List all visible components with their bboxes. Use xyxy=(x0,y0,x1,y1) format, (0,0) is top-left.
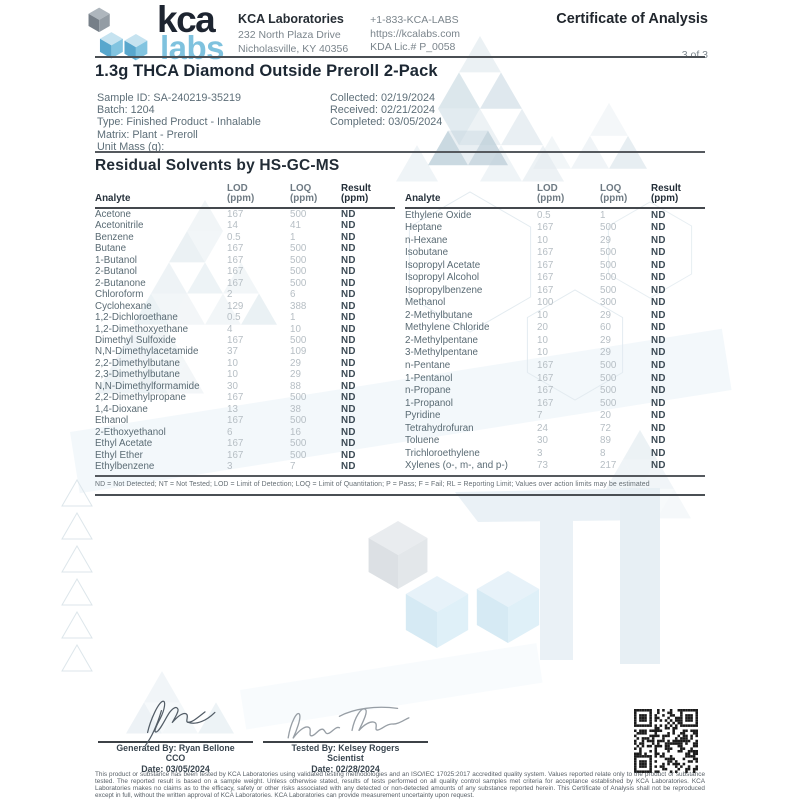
lod-cell: 10 xyxy=(227,369,238,381)
analyte-cell: Dimethyl Sulfoxide xyxy=(95,334,177,346)
table-row xyxy=(95,450,395,461)
result-cell: ND xyxy=(341,369,356,381)
loq-cell: 6 xyxy=(290,289,296,301)
analyte-cell: 2,2-Dimethylbutane xyxy=(95,357,180,369)
analyte-cell: Acetonitrile xyxy=(95,220,144,232)
table-row xyxy=(95,301,395,312)
tested-by-date: Date: 02/28/2024 xyxy=(311,763,380,774)
lod-cell: 10 xyxy=(537,234,548,246)
table-row xyxy=(405,259,705,272)
table-row xyxy=(405,359,705,372)
loq-cell: 500 xyxy=(600,222,617,234)
table-row xyxy=(405,435,705,448)
lod-cell: 20 xyxy=(537,322,548,334)
lod-cell: 167 xyxy=(537,397,554,409)
table-header xyxy=(405,184,705,208)
column-header-analyte: Analyte xyxy=(95,184,227,208)
result-cell: ND xyxy=(651,309,666,321)
result-cell: ND xyxy=(651,209,666,221)
result-cell: ND xyxy=(341,266,356,278)
table-row xyxy=(405,410,705,423)
result-cell: ND xyxy=(341,289,356,301)
result-cell: ND xyxy=(341,415,356,427)
result-cell: ND xyxy=(651,410,666,422)
section-title: Residual Solvents by HS-GC-MS xyxy=(95,157,340,174)
analyte-cell: 3-Methylpentane xyxy=(405,347,478,359)
lod-cell: 167 xyxy=(227,266,244,278)
analyte-cell: Isobutane xyxy=(405,247,449,259)
analyte-cell: 2-Butanone xyxy=(95,277,146,289)
loq-cell: 388 xyxy=(290,300,307,312)
lod-cell: 0.5 xyxy=(537,209,551,221)
result-cell: ND xyxy=(341,254,356,266)
lab-address-line1: 232 North Plaza Drive xyxy=(238,29,341,41)
result-cell: ND xyxy=(341,323,356,335)
analyte-cell: Xylenes (o-, m-, and p-) xyxy=(405,460,508,472)
lod-cell: 0.5 xyxy=(227,312,241,324)
lab-info xyxy=(238,5,348,56)
lod-cell: 100 xyxy=(537,297,554,309)
loq-cell: 500 xyxy=(600,397,617,409)
sample-info xyxy=(97,92,705,153)
table-row xyxy=(405,322,705,335)
solvents-table-left xyxy=(95,184,395,472)
result-cell: ND xyxy=(651,435,666,447)
sample-field: Matrix: Plant - Preroll xyxy=(97,128,198,141)
table-row xyxy=(95,381,395,392)
table-row xyxy=(405,247,705,260)
analyte-cell: 1,4-Dioxane xyxy=(95,403,148,415)
lod-cell: 167 xyxy=(227,209,244,220)
signature-ryan-bellone-icon xyxy=(98,695,253,747)
loq-cell: 89 xyxy=(600,435,611,447)
column-header-lod: LOD (ppm) xyxy=(537,184,600,208)
lod-cell: 167 xyxy=(537,247,554,259)
lab-address-line2: Nicholasville, KY 40356 xyxy=(238,42,349,55)
table-row xyxy=(405,385,705,398)
lod-cell: 10 xyxy=(227,357,238,369)
loq-cell: 500 xyxy=(290,334,307,346)
result-cell: ND xyxy=(341,438,356,450)
lod-cell: 167 xyxy=(227,277,244,289)
lod-cell: 167 xyxy=(227,254,244,266)
sample-field: Batch: 1204 xyxy=(97,104,155,117)
analyte-cell: Toluene xyxy=(405,435,440,447)
result-cell: ND xyxy=(651,284,666,296)
result-cell: ND xyxy=(341,449,356,461)
lab-name: KCA Laboratories xyxy=(238,12,344,26)
lod-cell: 167 xyxy=(537,272,554,284)
tested-signature xyxy=(263,695,428,741)
loq-cell: 500 xyxy=(290,266,307,278)
loq-cell: 1 xyxy=(290,231,296,243)
analyte-cell: 2-Methylpentane xyxy=(405,334,478,346)
kca-logo xyxy=(85,0,225,66)
loq-cell: 60 xyxy=(600,322,611,334)
result-cell: ND xyxy=(651,259,666,271)
lod-cell: 73 xyxy=(537,460,548,472)
analyte-cell: Isopropyl Acetate xyxy=(405,259,481,271)
sample-field: Sample ID: SA-240219-35219 xyxy=(97,92,242,104)
table-row xyxy=(95,438,395,449)
analyte-cell: N,N-Dimethylacetamide xyxy=(95,346,199,358)
analyte-cell: Acetone xyxy=(95,209,131,220)
analyte-cell: Ethylbenzene xyxy=(95,460,155,472)
page-number: 3 of 3 xyxy=(681,49,708,61)
loq-cell: 16 xyxy=(290,426,301,438)
sample-field: Type: Finished Product - Inhalable xyxy=(97,116,261,129)
header xyxy=(85,0,708,66)
analyte-cell: Isopropyl Alcohol xyxy=(405,272,480,284)
analyte-cell: Ethyl Ether xyxy=(95,449,143,461)
tested-by-role: Scientist xyxy=(327,753,364,764)
lod-cell: 4 xyxy=(227,323,233,335)
analyte-cell: Trichloroethylene xyxy=(405,447,480,459)
analyte-cell: Methanol xyxy=(405,297,446,309)
result-cell: ND xyxy=(341,460,356,472)
table-row xyxy=(95,404,395,415)
analyte-cell: Cyclohexane xyxy=(95,300,152,312)
sample-field: Collected: 02/19/2024 xyxy=(330,92,436,104)
table-row xyxy=(405,347,705,360)
sample-field: Unit Mass (g): xyxy=(97,140,165,153)
analyte-cell: 1-Propanol xyxy=(405,397,453,409)
table-row xyxy=(405,334,705,347)
results-end-rule xyxy=(95,494,705,496)
table-row xyxy=(95,415,395,426)
table-row xyxy=(405,272,705,285)
lab-contact xyxy=(370,5,460,55)
loq-cell: 29 xyxy=(290,357,301,369)
logo-labs-text: labs xyxy=(160,28,225,66)
solvent-tables xyxy=(95,184,705,472)
result-cell: ND xyxy=(341,380,356,392)
analyte-cell: 2-Methylbutane xyxy=(405,309,473,321)
tested-by-block xyxy=(263,695,428,774)
table-row xyxy=(95,346,395,357)
lod-cell: 37 xyxy=(227,346,238,358)
table-row xyxy=(95,243,395,254)
loq-cell: 29 xyxy=(600,334,611,346)
loq-cell: 29 xyxy=(600,234,611,246)
analyte-cell: 1,2-Dimethoxyethane xyxy=(95,323,189,335)
logo-kca-text: kca xyxy=(157,0,215,40)
table-row xyxy=(405,460,705,473)
table-row xyxy=(405,234,705,247)
column-header-loq: LOQ (ppm) xyxy=(600,184,651,208)
loq-cell: 500 xyxy=(600,259,617,271)
analyte-cell: Butane xyxy=(95,243,127,255)
column-header-result: Result (ppm) xyxy=(341,184,395,208)
result-cell: ND xyxy=(651,272,666,284)
lod-cell: 167 xyxy=(537,372,554,384)
sample-field: Received: 02/21/2024 xyxy=(330,104,436,117)
analyte-cell: Heptane xyxy=(405,222,443,234)
lab-website: https://kcalabs.com xyxy=(370,27,461,40)
lod-cell: 167 xyxy=(227,415,244,427)
analyte-cell: Isopropylbenzene xyxy=(405,284,483,296)
product-title: 1.3g THCA Diamond Outside Preroll 2-Pack xyxy=(95,62,438,80)
lod-cell: 30 xyxy=(227,380,238,392)
table-row xyxy=(405,372,705,385)
qr-code xyxy=(634,709,698,773)
result-cell: ND xyxy=(341,277,356,289)
lod-cell: 10 xyxy=(537,334,548,346)
table-row xyxy=(95,278,395,289)
generated-by-date: Date: 03/05/2024 xyxy=(141,763,210,774)
analyte-cell: Pyridine xyxy=(405,410,441,422)
lod-cell: 13 xyxy=(227,403,238,415)
analyte-cell: Chloroform xyxy=(95,289,144,301)
table-row xyxy=(95,369,395,380)
legal-disclaimer: This product or substance has been tested by KCA Laboratories using validated testing methodologies and an ISO/IEC 17025:2017 accredited quality system. Values reported relate only to the product or substance tested. The reported result is based on a sample weight. Unless otherwise stated, results of tests performed on all quality control samples met criteria for acceptance established by KCA Laboratories. KCA Laboratories makes no claims as to the efficacy, safety or other risks associated with any detected or non-detected amounts of any substance reported herein. This Certificate of Analysis shall not be reproduced except in full, without the written approval of KCA Laboratories. KCA Laboratories can provide measurement uncertainty upon request. xyxy=(95,771,705,800)
analyte-cell: 2,3-Dimethylbutane xyxy=(95,369,180,381)
table-row xyxy=(405,297,705,310)
table-row xyxy=(95,208,395,220)
loq-cell: 500 xyxy=(290,254,307,266)
lod-cell: 3 xyxy=(537,447,543,459)
loq-cell: 500 xyxy=(600,372,617,384)
loq-cell: 500 xyxy=(290,209,307,220)
loq-cell: 1 xyxy=(290,312,296,324)
lod-cell: 167 xyxy=(227,438,244,450)
generated-by-block xyxy=(98,695,253,774)
lod-cell: 167 xyxy=(537,360,554,371)
result-cell: ND xyxy=(341,209,356,220)
generated-signature xyxy=(98,695,253,741)
loq-cell: 500 xyxy=(290,243,307,255)
table-row xyxy=(405,309,705,322)
loq-cell: 29 xyxy=(600,347,611,359)
analyte-cell: 1-Butanol xyxy=(95,254,137,266)
lod-cell: 10 xyxy=(537,309,548,321)
logo-wordmark xyxy=(157,0,225,66)
result-cell: ND xyxy=(651,322,666,334)
analyte-cell: Ethyl Acetate xyxy=(95,438,153,450)
generated-by-role: CCO xyxy=(165,753,186,764)
loq-cell: 29 xyxy=(600,309,611,321)
result-cell: ND xyxy=(341,220,356,232)
result-cell: ND xyxy=(651,447,666,459)
column-header-loq: LOQ (ppm) xyxy=(290,184,341,208)
table-row xyxy=(95,427,395,438)
analyte-cell: n-Propane xyxy=(405,385,451,397)
lod-cell: 167 xyxy=(537,385,554,397)
analyte-cell: Ethanol xyxy=(95,415,129,427)
lod-cell: 3 xyxy=(227,460,233,472)
loq-cell: 500 xyxy=(290,438,307,450)
lod-cell: 167 xyxy=(227,334,244,346)
lod-cell: 0.5 xyxy=(227,231,241,243)
document-title: Certificate of Analysis xyxy=(556,11,708,27)
column-header-analyte: Analyte xyxy=(405,184,537,208)
loq-cell: 29 xyxy=(290,369,301,381)
result-cell: ND xyxy=(341,403,356,415)
analyte-cell: Benzene xyxy=(95,231,134,243)
table-row xyxy=(95,266,395,277)
table-row xyxy=(95,312,395,323)
loq-cell: 500 xyxy=(600,272,617,284)
loq-cell: 20 xyxy=(600,410,611,422)
result-cell: ND xyxy=(651,347,666,359)
analyte-cell: 2-Butanol xyxy=(95,266,137,278)
loq-cell: 500 xyxy=(290,449,307,461)
analyte-cell: 1-Pentanol xyxy=(405,372,453,384)
loq-cell: 41 xyxy=(290,220,301,232)
table-row xyxy=(95,335,395,346)
analyte-cell: Methylene Chloride xyxy=(405,322,490,334)
lod-cell: 30 xyxy=(537,435,548,447)
signature-kelsey-rogers-icon xyxy=(263,695,428,747)
certificate-block xyxy=(556,5,708,63)
lab-phone: +1-833-KCA-LABS xyxy=(370,14,459,26)
table-row xyxy=(95,358,395,369)
result-cell: ND xyxy=(341,392,356,404)
lab-license: KDA Lic.# P_0058 xyxy=(370,41,456,53)
lod-cell: 167 xyxy=(227,392,244,404)
solvents-table-right xyxy=(405,184,705,472)
table-row xyxy=(95,232,395,243)
loq-cell: 500 xyxy=(600,385,617,397)
lod-cell: 6 xyxy=(227,426,233,438)
table-row xyxy=(95,324,395,335)
analyte-cell: 2,2-Dimethylpropane xyxy=(95,392,186,404)
analyte-cell: N,N-Dimethylformamide xyxy=(95,380,200,392)
table-row xyxy=(405,208,705,222)
lod-cell: 14 xyxy=(227,220,238,232)
lod-cell: 167 xyxy=(537,222,554,234)
loq-cell: 8 xyxy=(600,447,606,459)
loq-cell: 500 xyxy=(600,284,617,296)
column-header-result: Result (ppm) xyxy=(651,184,705,208)
header-divider xyxy=(95,56,705,58)
lod-cell: 167 xyxy=(227,449,244,461)
table-row xyxy=(95,392,395,403)
loq-cell: 500 xyxy=(600,360,617,371)
lod-cell: 129 xyxy=(227,300,244,312)
result-cell: ND xyxy=(651,397,666,409)
table-row xyxy=(405,284,705,297)
result-cell: ND xyxy=(341,312,356,324)
table-row xyxy=(405,222,705,235)
sample-field: Completed: 03/05/2024 xyxy=(330,116,443,129)
lod-cell: 167 xyxy=(537,259,554,271)
table-row xyxy=(95,289,395,300)
table-row xyxy=(95,255,395,266)
loq-cell: 88 xyxy=(290,380,301,392)
sample-info-left xyxy=(97,92,330,153)
result-cell: ND xyxy=(341,300,356,312)
tested-by-name: Tested By: Kelsey Rogers xyxy=(291,743,400,753)
generated-by-name: Generated By: Ryan Bellone xyxy=(116,743,235,753)
result-cell: ND xyxy=(651,385,666,397)
lod-cell: 2 xyxy=(227,289,233,301)
loq-cell: 109 xyxy=(290,346,307,358)
analyte-cell: 1,2-Dichloroethane xyxy=(95,312,178,324)
result-cell: ND xyxy=(651,422,666,434)
loq-cell: 72 xyxy=(600,422,611,434)
table-row xyxy=(95,220,395,231)
result-cell: ND xyxy=(341,346,356,358)
result-cell: ND xyxy=(651,460,666,472)
table-row xyxy=(405,397,705,410)
sample-info-dates xyxy=(330,92,442,153)
loq-cell: 500 xyxy=(290,392,307,404)
loq-cell: 500 xyxy=(600,247,617,259)
analyte-cell: n-Hexane xyxy=(405,234,448,246)
result-cell: ND xyxy=(651,247,666,259)
analyte-cell: Ethylene Oxide xyxy=(405,209,472,221)
result-cell: ND xyxy=(341,426,356,438)
result-cell: ND xyxy=(341,231,356,243)
loq-cell: 38 xyxy=(290,403,301,415)
table-bottom-rule xyxy=(95,475,705,477)
loq-cell: 1 xyxy=(600,209,606,221)
analyte-cell: 2-Ethoxyethanol xyxy=(95,426,166,438)
logo-cubes-icon xyxy=(85,5,151,63)
lod-cell: 167 xyxy=(227,243,244,255)
table-row xyxy=(405,422,705,435)
loq-cell: 300 xyxy=(600,297,617,309)
column-header-lod: LOD (ppm) xyxy=(227,184,290,208)
result-cell: ND xyxy=(651,297,666,309)
result-cell: ND xyxy=(341,243,356,255)
lod-cell: 24 xyxy=(537,422,548,434)
table-row xyxy=(95,461,395,472)
loq-cell: 500 xyxy=(290,277,307,289)
table-header xyxy=(95,184,395,208)
loq-cell: 10 xyxy=(290,323,301,335)
lod-cell: 167 xyxy=(537,284,554,296)
result-cell: ND xyxy=(651,334,666,346)
lod-cell: 10 xyxy=(537,347,548,359)
result-cell: ND xyxy=(651,222,666,234)
result-cell: ND xyxy=(341,334,356,346)
loq-cell: 217 xyxy=(600,460,617,472)
result-cell: ND xyxy=(651,234,666,246)
result-cell: ND xyxy=(651,372,666,384)
result-cell: ND xyxy=(341,357,356,369)
loq-cell: 7 xyxy=(290,460,296,472)
lod-cell: 7 xyxy=(537,410,543,422)
loq-cell: 500 xyxy=(290,415,307,427)
result-cell: ND xyxy=(651,360,666,371)
analyte-cell: Tetrahydrofuran xyxy=(405,422,474,434)
table-row xyxy=(405,447,705,460)
table-footnote: ND = Not Detected; NT = Not Tested; LOD = Limit of Detection; LOQ = Limit of Quantitation; P = Pass; F = Fail; RL = Reporting Limit; Values over action limits may be estimated xyxy=(95,481,650,488)
analyte-cell: n-Pentane xyxy=(405,360,451,371)
section-divider xyxy=(95,151,705,153)
